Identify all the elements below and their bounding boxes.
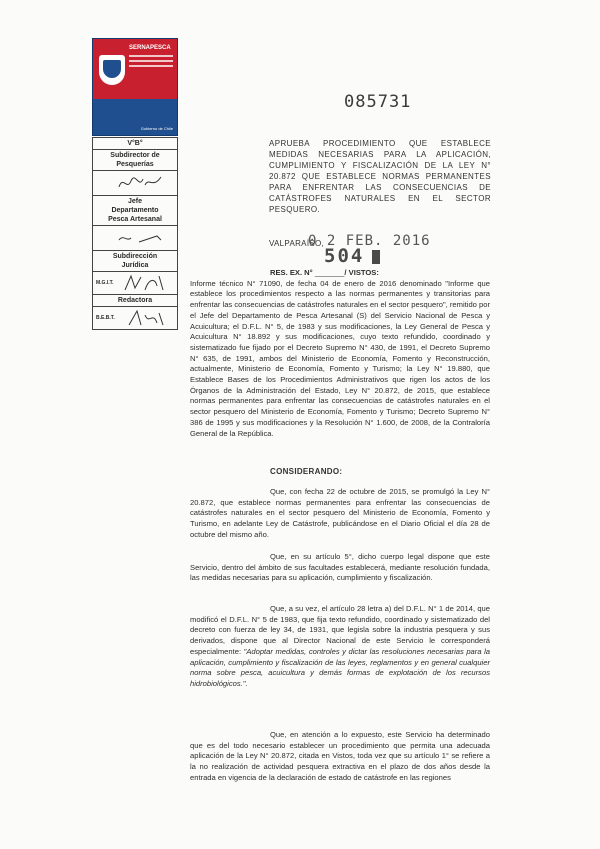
considerando-paragraph-3-quote: "Adoptar medidas, controles y dictar las resoluciones necesarias para la aplicación, cumplimiento y fiscalización de las leyes, reglamentos y en general cualquier norma sobre pesca, acuicultura y demás formas de explotación de los recursos hidrobiológicos.". — [190, 646, 490, 688]
document-number: 085731 — [344, 92, 412, 112]
vistos-paragraph — [190, 268, 490, 439]
subdireccion-text: Subdirección — [112, 253, 158, 260]
approval-table — [92, 137, 178, 330]
considerando-paragraph-4: Que, en atención a lo expuesto, este Servicio ha determinado que es del todo necesario establecer un procedimiento que permita una adecuada aplicación de la Ley N° 20.872, citada en Vistos, toda vez que su artículo 1° se refiere a la no realización de actividad pesquera extractiva en el plazo de dos años desde la entrada en vigencia de la declaración de estado de catástrofe en las regiones — [190, 730, 490, 782]
initials-scribble-icon — [123, 274, 169, 292]
logo-shield-icon — [99, 55, 125, 85]
logo-text-lines — [129, 55, 173, 70]
date-stamp: 0 2 FEB. 2016 — [308, 233, 431, 249]
subdireccion-label — [93, 251, 178, 272]
logo-sublabel: Gobierno de Chile — [140, 126, 173, 131]
jefe-text: Jefe — [127, 198, 142, 205]
resolution-title: APRUEBA PROCEDIMIENTO QUE ESTABLECE MEDIDAS NECESARIAS PARA LA APLICACIÓN, CUMPLIMIENTO Y FISCALIZACIÓN DE LA LEY N° 20.872 QUE ESTABLECE NORMAS PERMANENTES PARA ENFRENTAR LAS CONSECUENCIAS DE CATÁSTROFES NATURALES EN EL SECTOR PESQUERO. — [269, 139, 491, 214]
initials-scribble-icon — [127, 309, 167, 327]
considerando-paragraph-3-text: Que, a su vez, el artículo 28 letra a) del D.F.L. N° 1 de 2014, que modificó el D.F.L. N° 5 de 1983, que fija texto refundido, coordinado y sistematizado del decreto con fuerza de ley 34, de 1931, que legisla sobre la industria pesquera y sus derivados, dispone que al Director Nacional de este Servicio le corresponderá especialmente: — [190, 604, 490, 656]
vistos-word: / VISTOS: — [344, 268, 379, 277]
bebt-label: B.E.B.T. — [96, 315, 115, 321]
vistos-text: Informe técnico N° 71090, de fecha 04 de enero de 2016 denominado "Informe que establece los procedimientos respecto a las normas permanentes y transitorias para enfrentar las consecuencias de catástrofes naturales en el sector pesquero", remitido por el Jefe del Departamento de Pesca Artesanal (S) del Servicio Nacional de Pesca y Acuicultura; el D.F.L. N° 5, de 1983 y sus modificaciones, la Ley General de Pesca y Acuicultura N° 18.892 y sus modificaciones, cuyo texto refundido, coordinado y sistematizado fue fijado por el Decreto Supremo N° 430, de 1991, el Decreto Supremo N° 635, de 1991, ambos del Ministerio de Economía, Fomento y Reconstrucción, actualmente, Ministerio de Economía, Fomento y Turismo; la Ley N° 19.880, que Establece Bases de los Procedimientos Administrativos que rigen los actos de los Órganos de la Administración del Estado, Ley N° 20.872, de 2015, que establece normas permanentes para enfrentar las consecuencias de catástrofes naturales en el sector pesquero del Ministerio de Economía, Fomento y Turismo; Decreto Supremo N° 386 de 1995 y sus modificaciones y la Resolución N° 1.600, de 2008, de la Contraloría General de la República. — [190, 278, 490, 438]
resolution-number-stamp: 504 — [324, 245, 365, 267]
considerando-heading: CONSIDERANDO: — [270, 467, 343, 476]
signature-scribble-icon — [117, 228, 165, 248]
jefe-label — [93, 196, 178, 226]
sernapesca-logo — [92, 38, 178, 136]
res-ex-blank: _______ — [314, 268, 345, 277]
considerando-paragraph-1: Que, con fecha 22 de octubre de 2015, se promulgó la Ley N° 20.872, que establece normas permanentes para enfrentar las consecuencias de catástrofes naturales en el sector pesquero del Ministerio de Economía, Fomento y Turismo, en adelante Ley de Catástrofe, publicándose en el Diario Oficial el día 28 de octubre del mismo año. — [190, 487, 490, 539]
logo-shield-inner — [103, 60, 121, 78]
departamento-text: Departamento — [111, 207, 159, 214]
considerando-paragraph-2: Que, en su artículo 5°, dicho cuerpo legal dispone que este Servicio, dentro del ámbito de sus facultades establecerá, mediante resolución fundada, las medidas necesarias para su aplicación, cumplimiento y fiscalización. — [190, 552, 490, 583]
res-ex-label: RES. EX. N° — [270, 268, 313, 277]
signature-scribble-icon — [117, 173, 165, 193]
signature-cell-1 — [93, 171, 178, 196]
vistos-lead — [190, 268, 490, 279]
logo-brand-text: SERNAPESCA — [129, 45, 171, 51]
mgit-label: M.G.I.T. — [96, 280, 114, 286]
place-label: VALPARAÍSO, — [269, 239, 325, 248]
stamp-mark — [372, 250, 380, 264]
juridica-text: Jurídica — [121, 262, 149, 269]
signature-cell-2 — [93, 226, 178, 251]
mgit-signature-cell — [93, 272, 178, 295]
considerando-paragraph-3 — [190, 604, 490, 690]
bebt-signature-cell — [93, 307, 178, 330]
pesca-artesanal-text: Pesca Artesanal — [108, 216, 162, 223]
subdirector-label: Subdirector de Pesquerías — [93, 150, 178, 171]
redactora-label: Redactora — [93, 295, 178, 307]
vb-label: V°B° — [93, 138, 178, 150]
